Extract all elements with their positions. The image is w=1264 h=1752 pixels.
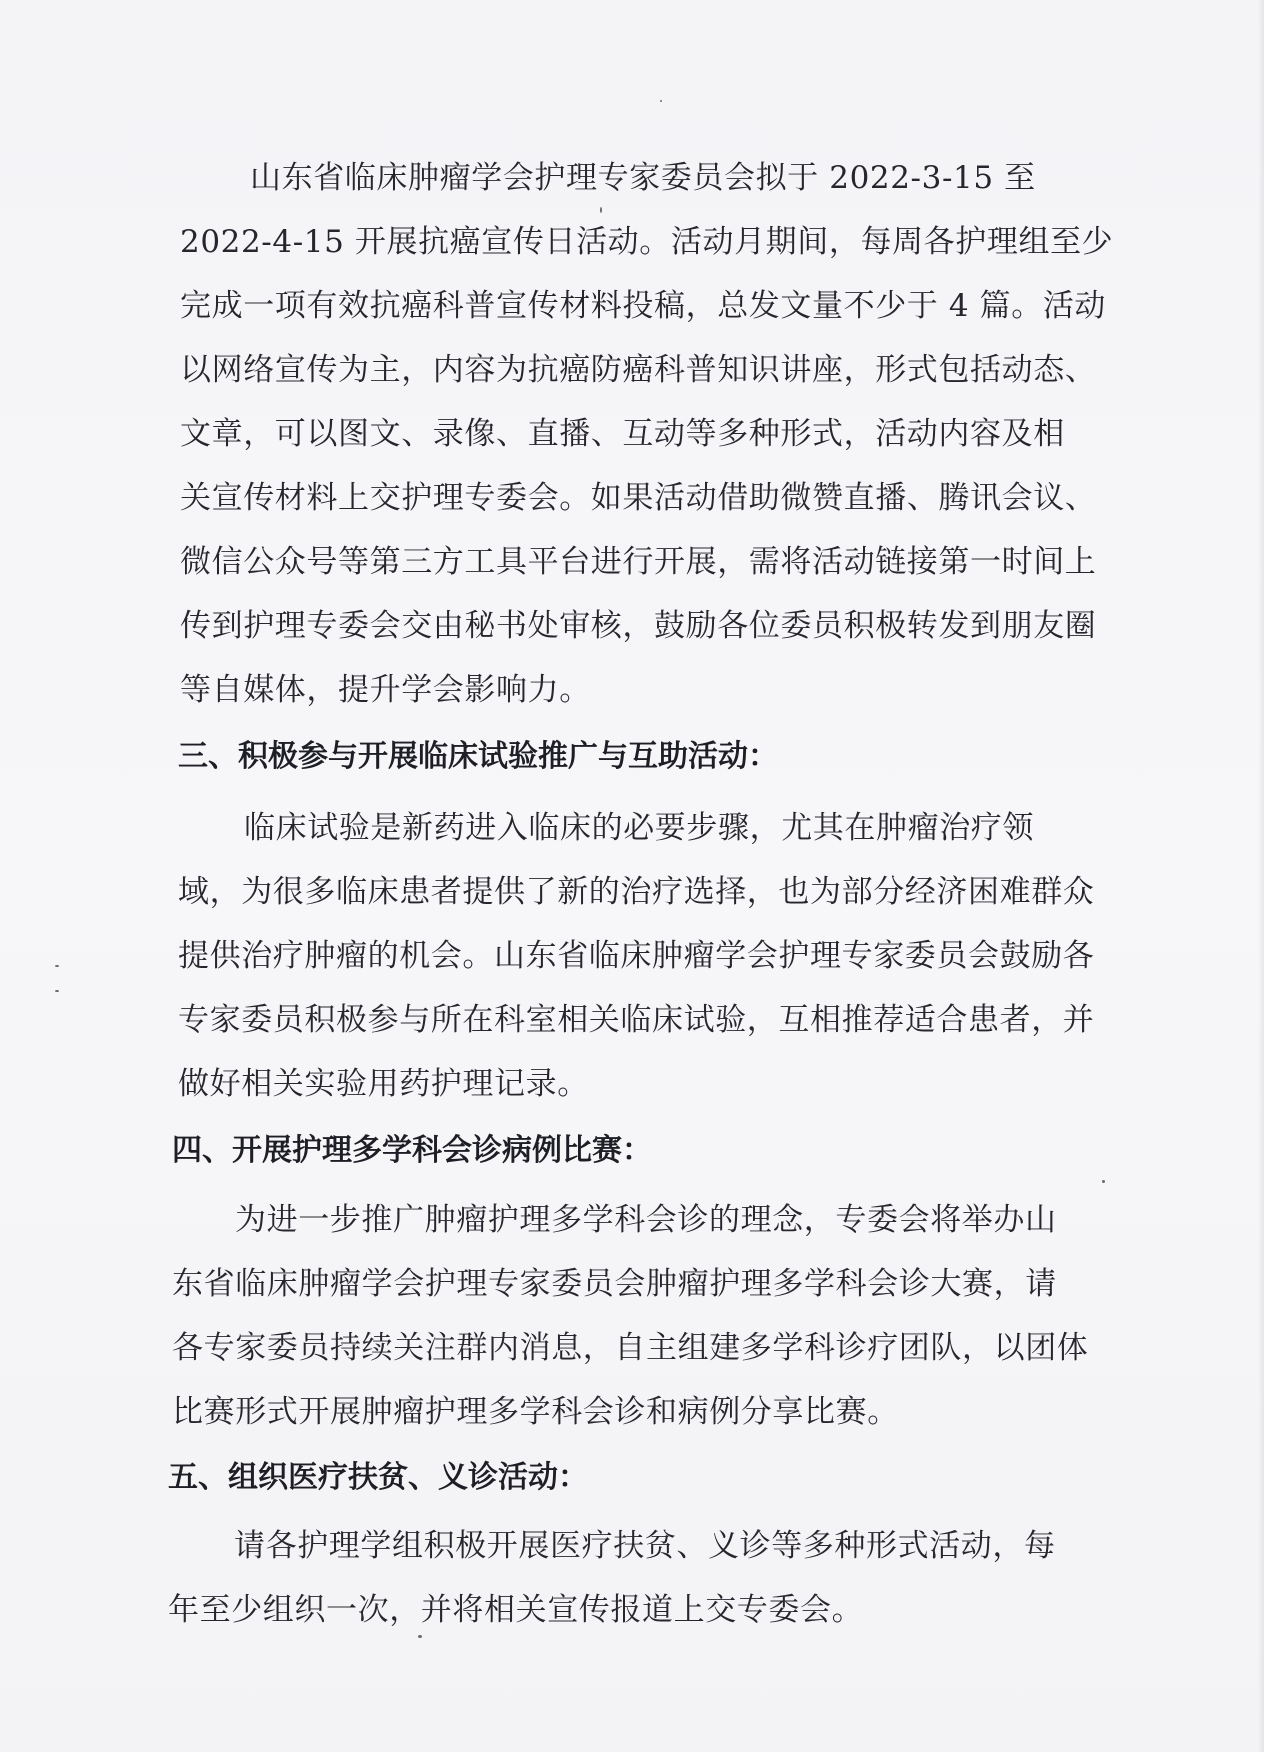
paragraph-1-line-2: 2022-4-15 开展抗癌宣传日活动。活动月期间，每周各护理组至少 (180, 224, 1114, 260)
section-5-line-1: 请各护理学组积极开展医疗扶贫、义诊等多种形式活动，每 (234, 1528, 1056, 1564)
scan-speck (600, 207, 602, 213)
paragraph-1-line-4: 以网络宣传为主，内容为抗癌防癌科普知识讲座，形式包括动态、 (180, 352, 1097, 388)
section-4-heading: 四、开展护理多学科会诊病例比赛： (172, 1133, 652, 1168)
paragraph-1-line-5: 文章，可以图文、录像、直播、互动等多种形式，活动内容及相 (180, 416, 1065, 452)
section-5-heading: 五、组织医疗扶贫、义诊活动： (168, 1460, 588, 1495)
paragraph-1-line-9: 等自媒体，提升学会影响力。 (180, 672, 591, 708)
section-4-line-3: 各专家委员持续关注群内消息，自主组建多学科诊疗团队，以团体 (172, 1330, 1089, 1366)
scan-edge-shadow (1258, 0, 1264, 1752)
section-5-line-2: 年至少组织一次，并将相关宣传报道上交专委会。 (168, 1592, 864, 1628)
section-4-line-4: 比赛形式开展肿瘤护理多学科会诊和病例分享比赛。 (172, 1394, 899, 1430)
section-3-line-1: 临床试验是新药进入临床的必要步骤，尤其在肿瘤治疗领 (244, 810, 1034, 846)
section-4-line-2: 东省临床肿瘤学会护理专家委员会肿瘤护理多学科会诊大赛，请 (172, 1266, 1057, 1302)
section-3-line-4: 专家委员积极参与所在科室相关临床试验，互相推荐适合患者，并 (178, 1002, 1095, 1038)
paragraph-1-line-1: 山东省临床肿瘤学会护理专家委员会拟于 2022-3-15 至 (250, 160, 1036, 196)
scan-speck (55, 990, 59, 992)
paragraph-1-line-3: 完成一项有效抗癌科普宣传材料投稿，总发文量不少于 4 篇。活动 (180, 288, 1107, 324)
scan-speck (1102, 1180, 1105, 1183)
section-3-line-5: 做好相关实验用药护理记录。 (178, 1066, 589, 1102)
scan-speck (418, 1635, 422, 1638)
section-3-heading: 三、积极参与开展临床试验推广与互助活动： (178, 739, 778, 774)
paragraph-1-line-7: 微信公众号等第三方工具平台进行开展，需将活动链接第一时间上 (180, 544, 1097, 580)
scan-speck (55, 965, 59, 967)
paragraph-1-line-6: 关宣传材料上交护理专委会。如果活动借助微赞直播、腾讯会议、 (180, 480, 1097, 516)
section-3-line-3: 提供治疗肿瘤的机会。山东省临床肿瘤学会护理专家委员会鼓励各 (178, 938, 1095, 974)
section-4-line-1: 为进一步推广肿瘤护理多学科会诊的理念，专委会将举办山 (235, 1202, 1057, 1238)
section-3-line-2: 域，为很多临床患者提供了新的治疗选择，也为部分经济困难群众 (178, 874, 1095, 910)
paragraph-1-line-8: 传到护理专委会交由秘书处审核，鼓励各位委员积极转发到朋友圈 (180, 608, 1097, 644)
scan-speck (660, 100, 662, 102)
